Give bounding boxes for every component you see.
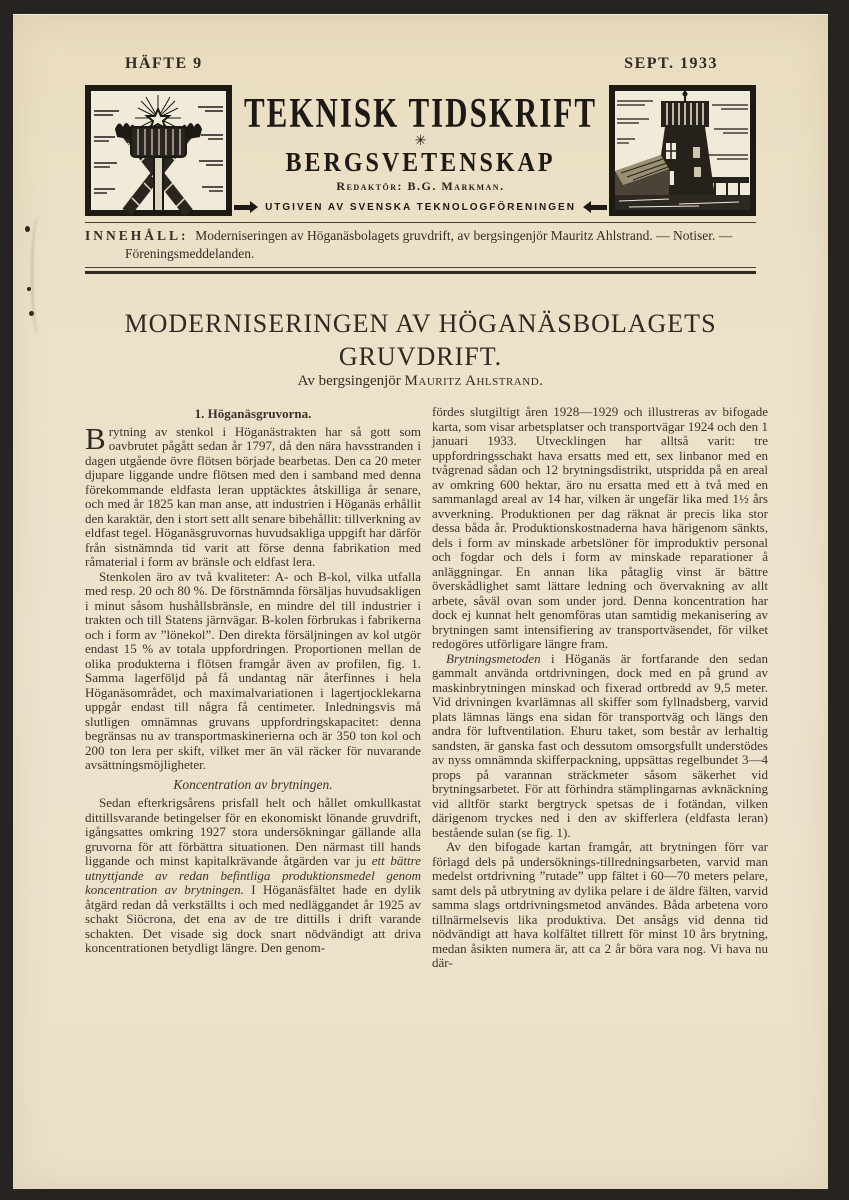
double-rule (85, 267, 756, 274)
editor-line: Redaktör: B.G. Markman. (336, 179, 505, 193)
journal-title: TEKNISK TIDSKRIFT (243, 89, 597, 137)
ribbon-bar (591, 205, 607, 210)
paragraph: Brytning av stenkol i Höganästrakten har så gott som oavbrutet pågått sedan år 1797, då den nära havsstranden i dagen utgående övre flötsen började bearbetas. Den ca 20 meter djupare liggande undre flötsen med den i samband med denna förekommande eldfasta leran upptäcktes åtskilliga år senare, och med år 1825 kan man anse, att industrien i Höganäs erhållit den karaktär, den i stort sett allt senare bibehållit: tillverkning av eldfast tegel. Höganäsgruvornas huvudsakliga uppgift har därför från sistnämnda tid varit att förse denna fabrikation med råmaterial i form av bränsle och eldfast lera. (85, 420, 421, 569)
paragraph: Brytningsmetoden i Höganäs är fortfarande den sedan gammalt använda ortdrivningen, dock med en på grund av maskinbrytningen minskad och fixerad ortbredd av 9,5 meter. Vid drivningen kvarlämnas all skiffer som fyllnadsberg, varvid plats lämnas längs ena sidan för transportväg och längs den andra för luftventilation. Ehuru taket, som består av lerhaltig sandsten, är ganska fast och dessutom omsorgsfullt understödes av nyss omnämnda skifferpackning, uppsättas regelbundet 3—4 props på varannan sträckmeter såsom säkerhet vid brytningsarbetet. För att förhindra stämplingarnas avknäckning vid alltför starkt bergtryck spetsas de i fotändan, vilken därigenom tryckes ned i den av skifferlera (eldfasta leran) bestående sulan (se fig. 1). (432, 650, 768, 840)
paper-crease (31, 215, 47, 335)
paragraph: Sedan efterkrigsårens prisfall helt och hållet omkullkastat dittillsvarande betingelser för en ekonomiskt lönande gruvdrift, igångsattes omkring 1927 stora undersökningar gällande alla gruvorna för att förbättra situationen. Den närmast till hands liggande och minst kapitalkrävande åtgärden var ju ett bättre utnyttjande av redan befintliga produktionsmedel genom koncentration av brytningen. I Höganäsfältet hade en dylik åtgärd redan då verkställts i och med nedläggandet år 1925 av schakt Siöcrona, det ena av de tre dittills i drift varande schakten. Det visade sig dock snart nödvändigt att driva koncentrationen betydligt längre. Den genom- (85, 795, 421, 955)
author-name: Mauritz Ahlstrand. (404, 373, 544, 389)
asterisk-ornament-icon: ✳ (414, 134, 427, 149)
right-column (432, 405, 768, 971)
publisher-line: UTGIVEN AV SVENSKA TEKNOLOGFÖRENINGEN (265, 201, 576, 213)
crossed-torches-hammer-star-emblem-icon (85, 85, 232, 216)
paragraph: Av den bifogade kartan framgår, att brytningen förr var förlagd dels på undersöknings-tillredningsarbeten, varvid man medelst ortdrivning ”rutade” upp fältet i 60—70 meters pelare, samt dels på utbrytning av dylika pelare i de äldre fälten, varvid samma slags ortdrivningsmetod användes. Båda arbetena voro tillnärmelsevis lika produktiva. Det ansågs vid denna tid nödvändigt att hava kolfältet tillrett för minst 10 års brytning, medan åsikten numera är, att ca 2 år böra vara nog. Vi hava nu där- (432, 839, 768, 970)
paragraph: fördes slutgiltigt åren 1928—1929 och illustreras av bifogade karta, som visar arbetsplatser och transportvägar 1924 och den 1 januari 1933. Utvecklingen har alltså varit: tre uppfordringsschakt hava ersatts med ett, sex linbanor med en tvågrenad sådan och 12 brytningsdistrikt, utspridda på en areal av omkring 600 hektar, äro nu ersatta med ett à två med en sammanlagd areal av 14 har, vilken är ungefär lika med 1½ års avverkning. Produktionen per dag räknat är precis lika stor dessa båda år. Produktionskostnaderna hava härigenom sänkts, dels i form av minskade arbetslöner för improduktiv personal och fogdar och dels i form av minskade reparationer å anläggningar. En annan lika påtaglig vinst är bättre överskådlighet samt lättare ledning och övervakning av allt arbete, såväl ovan som under jord. Denna koncentration har dock ej kunnat helt genomföras utan samtidig mekanisering av brytningen samt intensifiering av transportväsendet, för vilket redogöres utförligare längre fram. (432, 404, 768, 651)
ribbon-bar (234, 205, 250, 210)
article-title: MODERNISERINGEN AV HÖGANÄSBOLAGETS GRUVDRIFT. (124, 309, 717, 371)
paragraph: Stenkolen äro av två kvaliteter: A- och B-kol, vilka utfalla med resp. 20 och 80 %. De förstnämnda försäljas huvudsakligen i minut såsom hushållsbränsle, en mindre del till industrier i trakten och till Statens järnvägar. B-kolen förbrukas i fabrikerna och i form av ”lönekol”. Den direkta försäljningen av kol utgör endast 15 % av totala uppfordringen. Proportionen mellan de olika produkterna i flötsen framgår även av profilen, fig. 1. Samma lagerföljd på få undantag när återfinnes i hela Höganäsområdet, och maximalvariationen i lagertjocklekarna uppgår endast till några få centimeter. Inledningsvis må slutligen omnämnas gruvans uppfordringskapacitet: denna begränsas nu av transportmaskinerierna och är 350 ton kol och 200 ton lera per skift, vilket mer än väl räcker för nuvarande avsättningsmöjligheter. (85, 568, 421, 772)
journal-page (13, 14, 828, 1189)
section-heading: 1. Höganäsgruvorna. (194, 406, 312, 421)
left-column (85, 405, 421, 956)
contents-line (85, 227, 796, 263)
publisher-ribbon (234, 200, 607, 214)
arrow-right-icon (250, 201, 258, 213)
byline: Av bergsingenjör Mauritz Ahlstrand. (297, 373, 544, 389)
divider-rule (85, 222, 756, 223)
masthead (85, 85, 756, 216)
masthead-center (235, 85, 606, 197)
section-heading: Koncentration av brytningen. (173, 776, 333, 792)
contents-label: INNEHÅLL: (85, 228, 189, 243)
date-label: SEPT. 1933 (624, 55, 718, 72)
issue-label: HÄFTE 9 (125, 55, 203, 72)
arrow-left-icon (583, 201, 591, 213)
mine-headframe-woodcut-icon (609, 85, 756, 216)
drop-cap: B (85, 420, 106, 456)
contents-text: Moderniseringen av Höganäsbolagets gruvdrift, av bergsingenjör Mauritz Ahlstrand. — Notiser. — Föreningsmeddelanden. (125, 228, 733, 261)
scan-artifact-dot (25, 226, 30, 232)
section-title: BERGSVETENSKAP (285, 147, 556, 178)
